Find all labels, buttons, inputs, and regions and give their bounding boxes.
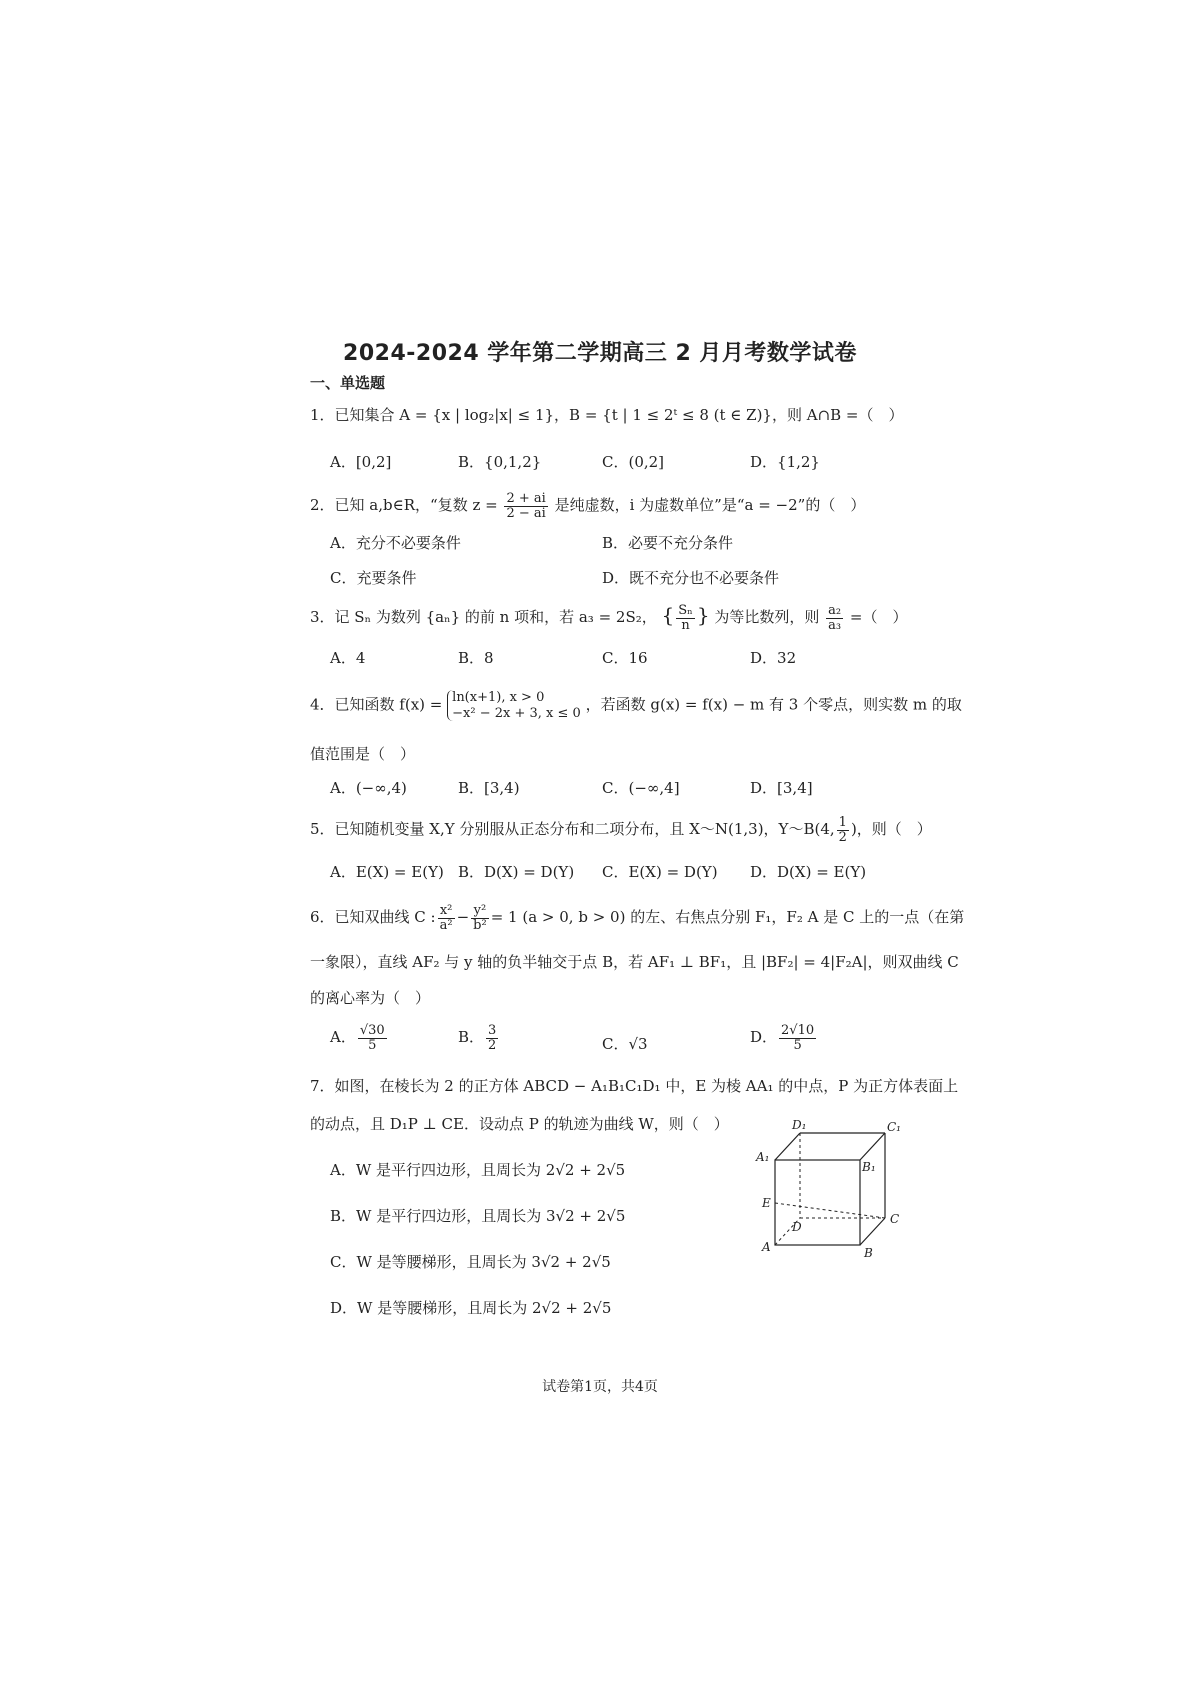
label-c: C <box>890 1212 900 1226</box>
cube-figure <box>750 1115 910 1265</box>
question-6-stem-cont: 一象限），直线 AF₂ 与 y 轴的负半轴交于点 B，若 AF₁ ⊥ BF₁，且 |BF₂| = 4|F₂A|，则双曲线 C <box>310 953 959 971</box>
q7-option-d: D．W 是等腰梯形，且周长为 2√2 + 2√5 <box>330 1299 612 1317</box>
edge-b1c1 <box>860 1133 885 1160</box>
front-face <box>775 1160 860 1245</box>
q5-option-b: B．D(X) = D(Y) <box>458 863 575 881</box>
q6-option-a: A． $\frac{√30}{5}$ <box>330 1023 385 1053</box>
question-4-stem: 4．已知函数 f(x) = ln(x+1), x > 0 −x² − 2x + 3, x ≤ 0 ，若函数 g(x) = f(x) − m 有 3 个零点，则实数 m 的取 <box>310 690 962 721</box>
segment-ec <box>775 1203 885 1218</box>
q3-option-b: B．8 <box>458 649 494 667</box>
edge-a1d1 <box>775 1133 800 1160</box>
question-7-stem-cont: 的动点，且 D₁P ⊥ CE．设动点 P 的轨迹为曲线 W，则（ ） <box>310 1115 729 1133</box>
q5-option-c: C．E(X) = D(Y) <box>602 863 718 881</box>
label-a1: A₁ <box>756 1150 770 1164</box>
q4-option-b: B．[3,4) <box>458 779 520 797</box>
q5-option-a: A．E(X) = E(Y) <box>330 863 444 881</box>
question-3-stem: 3．记 Sₙ 为数列 {aₙ} 的前 n 项和，若 a₃ = 2S₂， { $\frac{\text{Sₙ}}{n}$ } 为等比数列，则 $\frac{\text{a₂}}{\text{a₃}}$ =（ ） <box>310 603 908 633</box>
q1-option-d: D．{1,2} <box>750 453 820 471</box>
page-title: 2024-2024 学年第二学期高三 2 月月考数学试卷 <box>343 341 857 366</box>
q4-option-a: A．(−∞,4) <box>330 779 407 797</box>
label-e: E <box>762 1196 771 1210</box>
q6-option-d: D． $\frac{2√10}{5}$ <box>750 1023 815 1053</box>
q2-option-c: C．充要条件 <box>330 569 417 587</box>
question-2-stem: 2．已知 a,b∈R，“复数 z = $\frac{2 + ai}{2 - ai}$ 是纯虚数，i 为虚数单位”是“a = −2”的（ ） <box>310 491 866 521</box>
q2-option-a: A．充分不必要条件 <box>330 534 461 552</box>
q1-option-b: B．{0,1,2} <box>458 453 542 471</box>
piecewise-function: ln(x+1), x > 0 −x² − 2x + 3, x ≤ 0 <box>447 690 581 721</box>
q3-option-d: D．32 <box>750 649 797 667</box>
q6-option-c: C．√3 <box>602 1035 648 1053</box>
question-5-stem: 5．已知随机变量 X,Y 分别服从正态分布和二项分布，且 X～N(1,3)，Y～B(4, $\frac{1}{2}$ )，则（ ） <box>310 815 932 845</box>
q1-option-c: C．(0,2] <box>602 453 665 471</box>
complex-fraction: $\frac{2 + ai}{2 - ai}$ <box>506 491 546 521</box>
q1-option-a: A．[0,2] <box>330 453 392 471</box>
q4-option-d: D．[3,4] <box>750 779 813 797</box>
page-footer: 试卷第1页，共4页 <box>542 1379 658 1395</box>
question-4-stem-cont: 值范围是（ ） <box>310 745 416 763</box>
label-d: D <box>792 1220 802 1234</box>
label-b1: B₁ <box>862 1160 876 1174</box>
label-b: B <box>864 1246 873 1260</box>
question-6-stem: 6．已知双曲线 C : $\frac{\text{x²}}{\text{a²}}$ − $\frac{\text{y²}}{\text{b²}}$ = 1 (a > 0, b > 0) 的左、右焦点分别 F₁，F₂ A 是 C 上的一点（在第 <box>310 903 965 933</box>
edge-bc <box>860 1218 885 1245</box>
question-6-stem-end: 的离心率为（ ） <box>310 989 431 1007</box>
question-7-stem: 7．如图，在棱长为 2 的正方体 ABCD − A₁B₁C₁D₁ 中，E 为棱 AA₁ 的中点，P 为正方体表面上 <box>310 1077 959 1095</box>
label-d1: D₁ <box>792 1118 807 1132</box>
question-1-stem: 1．已知集合 A = {x | log₂|x| ≤ 1}，B = {t | 1 ≤ 2ᵗ ≤ 8 (t ∈ Z)}，则 A∩B =（ ） <box>310 406 904 424</box>
q3-option-a: A．4 <box>330 649 366 667</box>
q7-option-a: A．W 是平行四边形，且周长为 2√2 + 2√5 <box>330 1161 626 1179</box>
q6-option-b: B． $\frac{3}{2}$ <box>458 1023 497 1053</box>
q7-option-c: C．W 是等腰梯形，且周长为 3√2 + 2√5 <box>330 1253 611 1271</box>
label-c1: C₁ <box>887 1120 901 1134</box>
q2-option-b: B．必要不充分条件 <box>602 534 734 552</box>
label-a: A <box>762 1240 771 1254</box>
q2-option-d: D．既不充分也不必要条件 <box>602 569 780 587</box>
q3-option-c: C．16 <box>602 649 648 667</box>
q4-option-c: C．(−∞,4] <box>602 779 680 797</box>
q5-option-d: D．D(X) = E(Y) <box>750 863 867 881</box>
section-heading: 一、单选题 <box>310 374 386 392</box>
q7-option-b: B．W 是平行四边形，且周长为 3√2 + 2√5 <box>330 1207 626 1225</box>
